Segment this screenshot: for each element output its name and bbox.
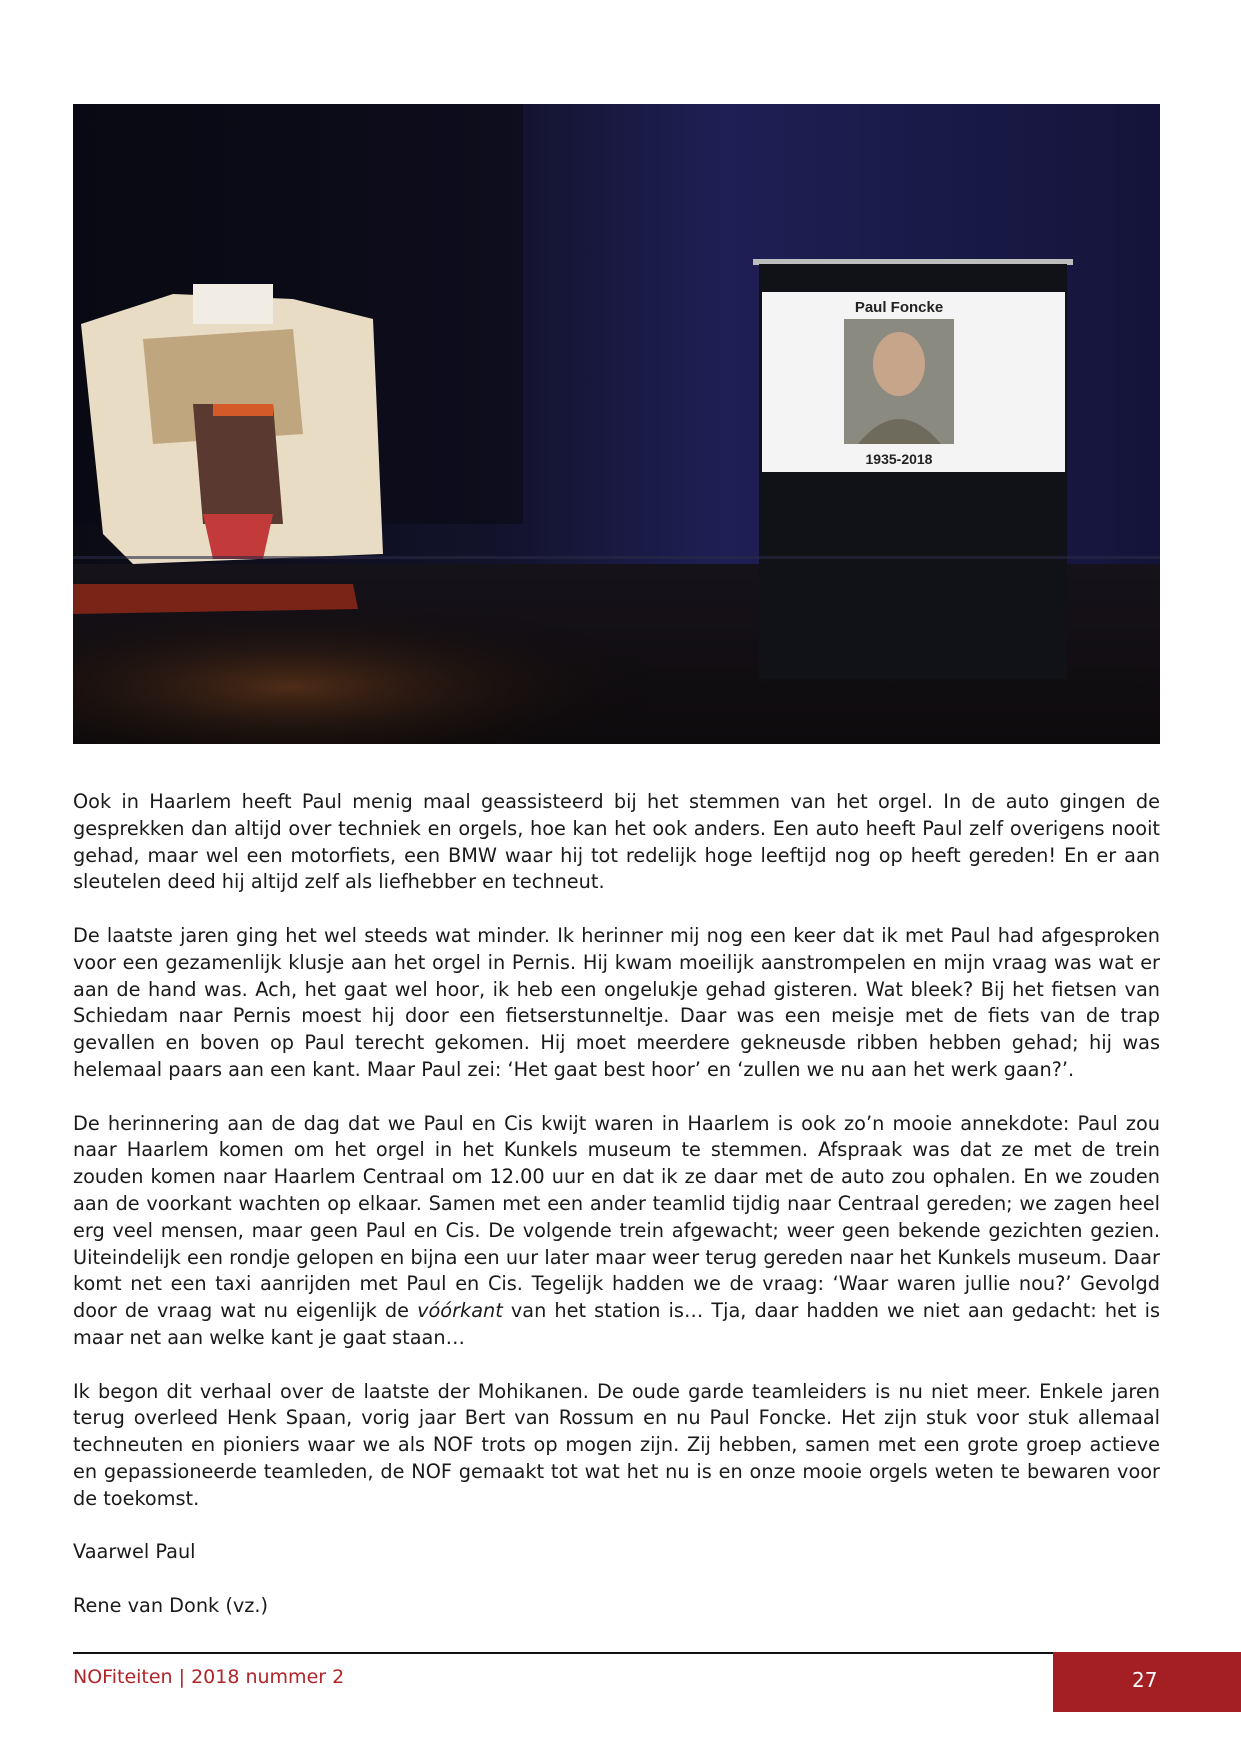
article-body [73, 789, 1160, 1647]
publication-name: NOFiteiten | 2018 nummer 2 [73, 1666, 345, 1688]
page-number: 27 [1132, 1668, 1158, 1692]
closing-line: Vaarwel Paul [73, 1540, 196, 1564]
stage-photo [73, 104, 1160, 744]
paragraph: Ook in Haarlem heeft Paul menig maal geassisteerd bij het stemmen van het orgel. In de auto gingen de gesprekken dan altijd over techniek en orgels, hoe kan het ook anders. Een auto heeft Paul zelf overigens nooit gehad, maar wel een motorfiets, een BMW waar hij tot redelijk hoge leeftijd nog op heeft gereden! En er aan sleutelen deed hij altijd zelf als liefhebber en techneut. [73, 790, 1160, 894]
paragraph-text: van het station is… Tja, daar hadden we niet aan gedacht: het is maar net aan welke kant je gaat staan… [73, 1299, 1160, 1349]
paragraph-text: De herinnering aan de dag dat we Paul en Cis kwijt waren in Haarlem is ook zo’n mooie annekdote: Paul zou naar Haarlem komen om het orgel in het Kunkels museum te stemmen. Afspraak was dat ze met de trein zouden komen naar Haarlem Centraal om 12.00 uur en dat ik ze daar met de auto zou ophalen. En we zouden aan de voorkant wachten op elkaar. Samen met een ander teamlid tijdig naar Centraal gereden; we zagen heel erg veel mensen, maar geen Paul en Cis. De volgende trein afgewacht; weer geen bekende gezichten gezien. Uiteindelijk een rondje gelopen en bijna een uur later maar weer terug gereden naar het Kunkels museum. Daar komt net een taxi aanrijden met Paul en Cis. Tegelijk hadden we de vraag: ‘Waar waren jullie nou?’ Gevolgd door de vraag wat nu eigenlijk de [73, 1111, 1160, 1323]
paragraph [73, 1111, 1160, 1352]
paragraph: De laatste jaren ging het wel steeds wat minder. Ik herinner mij nog een keer dat ik met Paul had afgesproken voor een gezamenlijk klusje aan het orgel in Pernis. Hij kwam moeilijk aanstrompelen en mijn vraag was wat er aan de hand was. Ach, het gaat wel hoor, ik heb een ongelukje gehad gisteren. Wat bleek? Bij het fietsen van Schiedam naar Pernis moest hij door een fietserstunneltje. Daar was een meisje met de fiets van de trap gevallen en boven op Paul terecht gekomen. Hij moet meerdere gekneusde ribben hebben gehad; hij was helemaal paars aan een kant. Maar Paul zei: ‘Het gaat best hoor’ en ‘zullen we nu aan het werk gaan?’. [73, 923, 1160, 1081]
projection-screen [753, 259, 1073, 679]
screen-title: Paul Foncke [854, 299, 944, 316]
screen-years: 1935-2018 [865, 451, 933, 467]
emphasis-text: vóórkant [417, 1299, 503, 1323]
signature: Rene van Donk (vz.) [73, 1593, 269, 1617]
paragraph: Ik begon dit verhaal over de laatste der Mohikanen. De oude garde teamleiders is nu niet meer. Enkele jaren terug overleed Henk Spaan, vorig jaar Bert van Rossum en nu Paul Foncke. Het zijn stuk voor stuk allemaal techneuten en pioniers waar we als NOF trots op mogen zijn. Zij hebben, samen met een grote groep actieve en gepassioneerde teamleden, de NOF gemaakt tot wat het nu is en onze mooie orgels weten te bewaren voor de toekomst. [73, 1379, 1160, 1510]
page-number-box [1053, 1652, 1241, 1712]
footer-rule [73, 1652, 1053, 1654]
